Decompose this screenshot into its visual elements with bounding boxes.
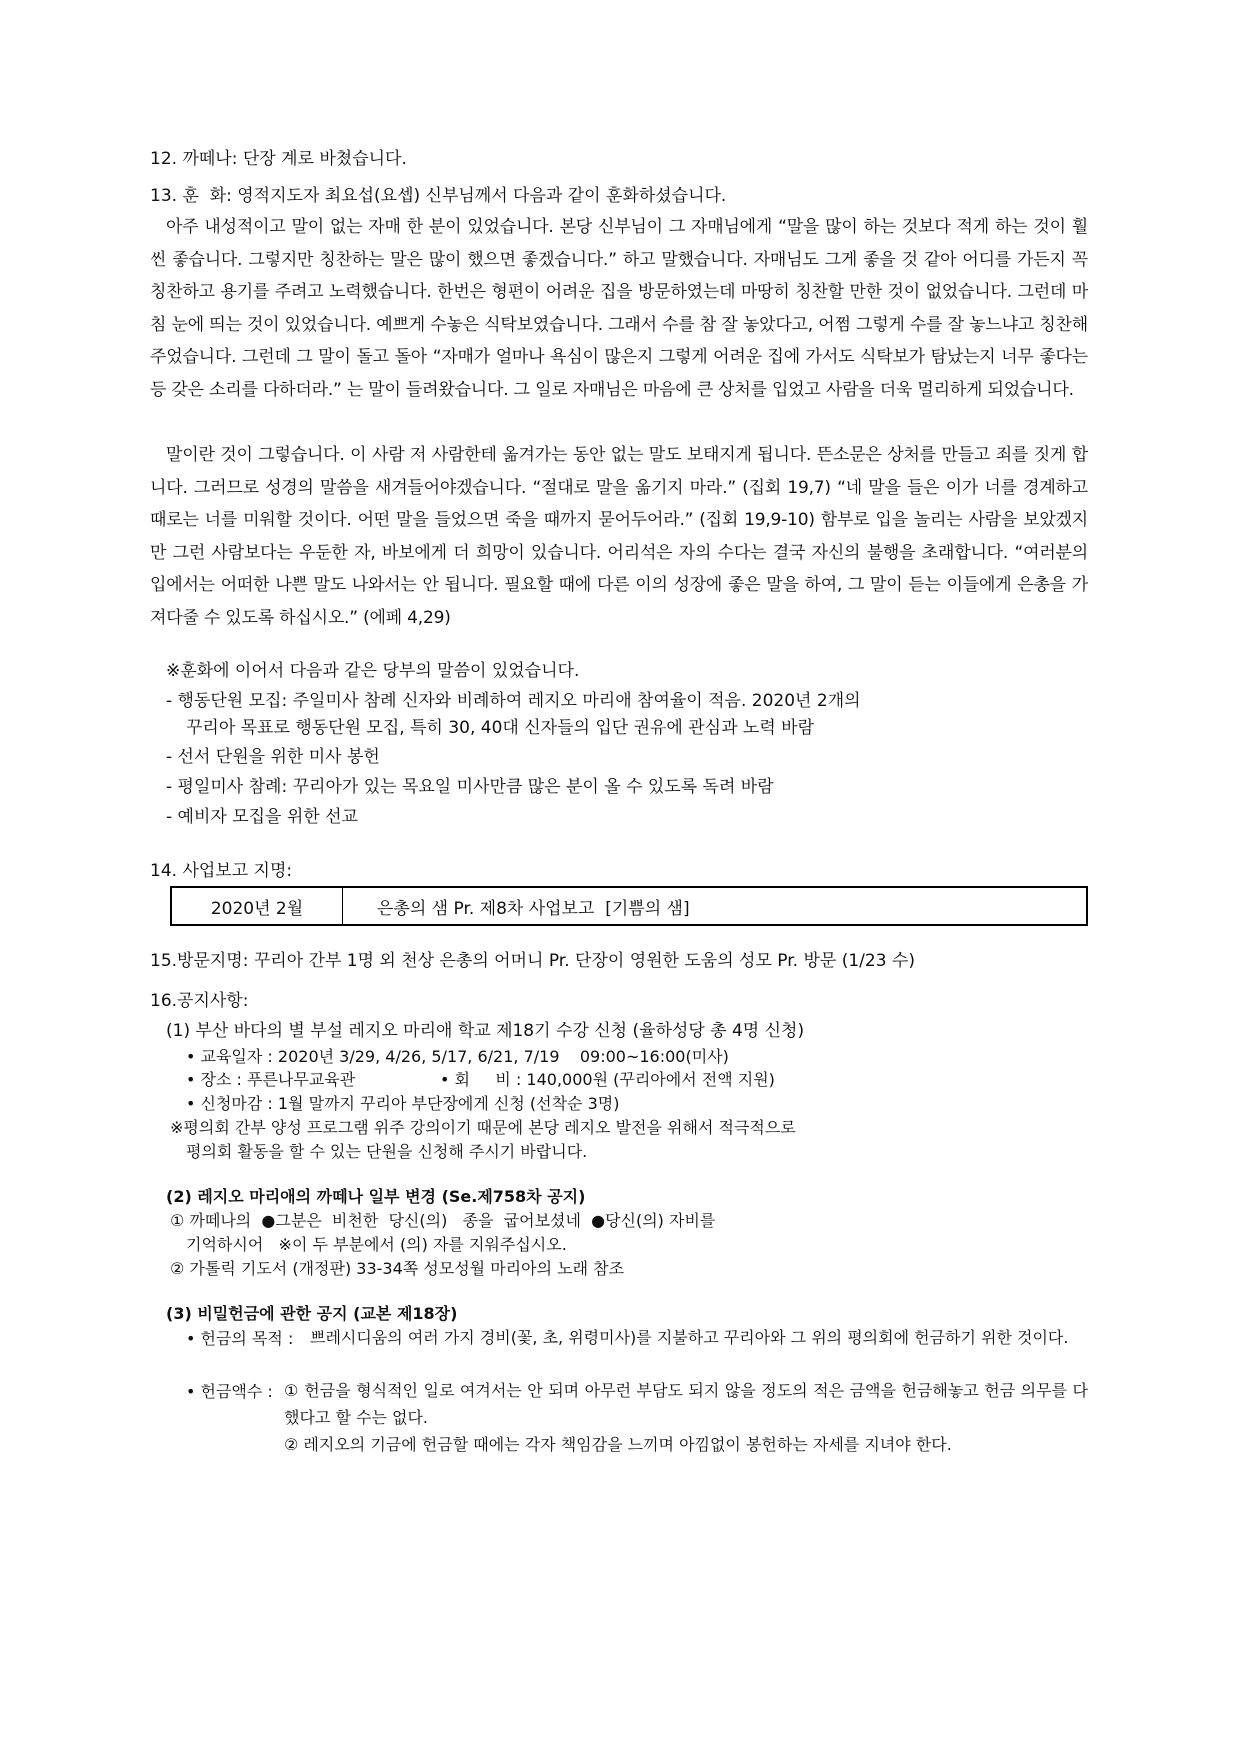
homily-paragraph-2: 말이란 것이 그렇습니다. 이 사람 저 사람한테 옮겨가는 동안 없는 말도 보태지게 됩니다. 뜬소문은 상처를 만들고 죄를 짓게 합니다. 그러므로 성경의 말씀을 새겨들어야겠습니다. “절대로 말을 옮기지 마라.” (집회 19,7) “네 말을 들은 이가 너를 경계하고 때로는 너를 미워할 것이다. 어떤 말을 들었으면 죽을 때까지 묻어두어라.” (집회 19,9-10) 함부로 입을 놀리는 사람을 보았겠지만 그런 사람보다는 우둔한 자, 바보에게 더 희망이 있습니다. 어리석은 자의 수다는 결국 자신의 불행을 초래합니다. “여러분의 입에서는 어떠한 나쁜 말도 나와서는 안 됩니다. 필요할 때에 다른 이의 성장에 좋은 말을 하여, 그 말이 듣는 이들에게 은총을 가져다줄 수 있도록 하십시오.” (에페 4,29) <box>150 445 1088 628</box>
notice-2-line2: 기억하시어 ※이 두 부분에서 (의) 자를 지워주십시오. <box>186 1235 567 1254</box>
notice-3-title: (3) 비밀헌금에 관한 공지 (교본 제18장) <box>166 1304 458 1323</box>
section-13-title: 훈 화: <box>182 186 232 206</box>
notice-3-amount-label: • 헌금액수 : <box>186 1382 273 1401</box>
homily-note-1-line2: 꾸리아 목표로 행동단원 모집, 특히 30, 40대 신자들의 입단 권유에 관심과 노력 바람 <box>186 718 814 738</box>
homily-note-2: - 선서 단원을 위한 미사 봉헌 <box>166 747 380 767</box>
notice-1-title: (1) 부산 바다의 별 부설 레지오 마리애 학교 제18기 수강 신청 (율하성당 총 4명 신청) <box>166 1021 805 1041</box>
section-13-heading <box>150 185 726 207</box>
report-content-cell: 은총의 샘 Pr. 제8차 사업보고 [기쁨의 샘] <box>377 898 690 919</box>
notice-3-purpose-text: 쁘레시디움의 여러 가지 경비(꽃, 초, 위령미사)를 지불하고 꾸리아와 그 위의 평의회에 헌금하기 위한 것이다. <box>310 1328 1069 1347</box>
section-15-text: 꾸리아 간부 1명 외 천상 은총의 어머니 Pr. 단장이 영원한 도움의 성모 Pr. 방문 (1/23 수) <box>253 951 915 971</box>
notice-2-line3: ② 가톨릭 기도서 (개정판) 33-34쪽 성모성월 마리아의 노래 참조 <box>170 1259 625 1278</box>
section-15-title: 15.방문지명: <box>150 951 249 971</box>
homily-note-4: - 예비자 모집을 위한 선교 <box>166 807 358 827</box>
section-12-title: 까떼나: <box>182 149 238 169</box>
notice-1-bullet-schedule: • 교육일자 : 2020년 3/29, 4/26, 5/17, 6/21, 7/19 09:00~16:00(미사) <box>186 1047 729 1066</box>
homily-note-intro: ※훈화에 이어서 다음과 같은 당부의 말씀이 있었습니다. <box>166 661 580 681</box>
homily-note-1-line1: - 행동단원 모집: 주일미사 참례 신자와 비례하여 레지오 마리애 참여율이 적음. 2020년 2개의 <box>166 691 861 711</box>
notice-1-note-line1: ※평의회 간부 양성 프로그램 위주 강의이기 때문에 본당 레지오 발전을 위해서 적극적으로 <box>170 1118 796 1137</box>
section-13-text: 영적지도자 최요섭(요셉) 신부님께서 다음과 같이 훈화하셨습니다. <box>237 186 727 206</box>
section-14-heading: 14. 사업보고 지명: <box>150 861 293 881</box>
notice-3-amount-text-1: ① 헌금을 형식적인 일로 여겨서는 안 되며 아무런 부담도 되지 않을 정도의 적은 금액을 헌금해놓고 헌금 의무를 다했다고 할 수는 없다. <box>284 1381 1088 1427</box>
homily-note-3: - 평일미사 참례: 꾸리아가 있는 목요일 미사만큼 많은 분이 올 수 있도록 독려 바람 <box>166 777 774 797</box>
notice-2-title: (2) 레지오 마리애의 까떼나 일부 변경 (Se.제758차 공지) <box>166 1187 586 1206</box>
report-date-cell: 2020년 2월 <box>171 887 343 925</box>
section-12-text: 단장 계로 바쳤습니다. <box>242 149 407 169</box>
table-row <box>171 887 1087 925</box>
notice-3-amount-text-2: ② 레지오의 기금에 헌금할 때에는 각자 책임감을 느끼며 아낌없이 봉헌하는 자세를 지녀야 한다. <box>284 1435 952 1454</box>
notice-3-purpose-label: • 헌금의 목적 : <box>186 1329 294 1348</box>
notice-1-note-line2: 평의회 활동을 할 수 있는 단원을 신청해 주시기 바랍니다. <box>186 1142 588 1161</box>
notice-1-bullet-fee: • 회 비 : 140,000원 (꾸리아에서 전액 지원) <box>440 1070 775 1089</box>
report-table <box>170 886 1088 926</box>
section-16-heading: 16.공지사항: <box>150 991 249 1011</box>
section-12 <box>150 148 407 170</box>
homily-paragraph-1: 아주 내성적이고 말이 없는 자매 한 분이 있었습니다. 본당 신부님이 그 자매님에게 “말을 많이 하는 것보다 적게 하는 것이 훨씬 좋습니다. 그렇지만 칭찬하는 말은 많이 했으면 좋겠습니다.” 하고 말했습니다. 자매님도 그게 좋을 것 같아 어디를 가든지 꼭 칭찬하고 용기를 주려고 노력했습니다. 한번은 형편이 어려운 집을 방문하였는데 마땅히 칭찬할 만한 것이 없었습니다. 그런데 마침 눈에 띄는 것이 있었습니다. 예쁘게 수놓은 식탁보였습니다. 그래서 수를 참 잘 놓았다고, 어쩜 그렇게 수를 잘 놓느냐고 칭찬해 주었습니다. 그런데 그 말이 돌고 돌아 “자매가 얼마나 욕심이 많은지 그렇게 어려운 집에 가서도 식탁보가 탐났는지 너무 좋다는 등 갖은 소리를 다하더라.” 는 말이 들려왔습니다. 그 일로 자매님은 마음에 큰 상처를 입었고 사람을 더욱 멀리하게 되었습니다. <box>150 217 1088 400</box>
notice-1-bullet-location: • 장소 : 푸른나무교육관 <box>186 1070 356 1089</box>
section-13-number: 13. <box>150 186 178 206</box>
section-12-number: 12. <box>150 149 178 169</box>
section-15 <box>150 950 915 972</box>
notice-1-bullet-deadline: • 신청마감 : 1월 말까지 꾸리아 부단장에게 신청 (선착순 3명) <box>186 1094 620 1113</box>
notice-2-line1: ① 까떼나의 ●그분은 비천한 당신(의) 종을 굽어보셨네 ●당신(의) 자비를 <box>170 1211 716 1230</box>
